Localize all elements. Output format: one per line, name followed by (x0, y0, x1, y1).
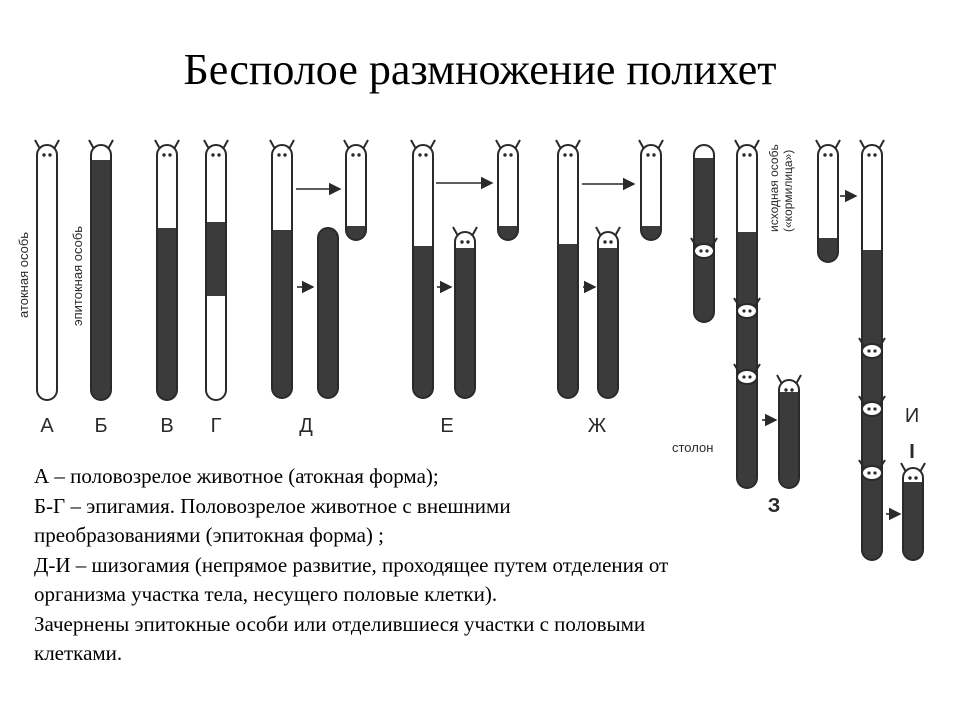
worm-ZH-bud-eye (646, 153, 649, 156)
worm-Z-bud (694, 145, 714, 322)
worm-I-head-3-bulb (862, 466, 882, 480)
worm-Z-stolon-dark-band (779, 392, 799, 488)
worm-A-antenna (35, 140, 40, 149)
worm-D-parent-antenna (270, 140, 275, 149)
label-D: Д (299, 415, 313, 437)
worm-ZH-stolon-antenna (615, 227, 620, 236)
worm-ZH-parent-eye (563, 153, 566, 156)
worm-ZH-parent-eye (569, 153, 572, 156)
worm-I-head-2-eye (867, 407, 870, 410)
worm-Z-stolon-antenna (796, 375, 801, 384)
worm-E-bud-antenna (496, 140, 501, 149)
worm-D-stolon (318, 228, 338, 398)
worm-I-bud-antenna (816, 140, 821, 149)
worm-D-parent (270, 140, 294, 398)
worm-E-parent-eye (424, 153, 427, 156)
worm-B-eye (102, 153, 105, 156)
worm-E-stolon-eye (460, 240, 463, 243)
side-label-atoke: атокная особь (16, 231, 31, 318)
worm-I-head-2-bulb (862, 402, 882, 416)
side-label-stolon: столон (672, 440, 714, 455)
label-Z: З (767, 495, 781, 517)
worm-ZH-parent-antenna (556, 140, 561, 149)
worm-E-bud (496, 140, 520, 240)
worm-E-parent-eye (418, 153, 421, 156)
worm-Z-main-antenna (735, 140, 740, 149)
worm-Z-head-1-eye (748, 309, 751, 312)
label-E: Е (440, 415, 454, 437)
worm-V (155, 140, 179, 400)
worm-E-parent-antenna (430, 140, 435, 149)
worm-I-bud-eye (823, 153, 826, 156)
worm-E-stolon-eye (466, 240, 469, 243)
worm-I-stolon-antenna (920, 463, 925, 472)
worm-I-bud-antenna (835, 140, 840, 149)
worm-E-bud-eye (509, 153, 512, 156)
worm-ZH-parent-dark-band (558, 244, 578, 398)
worm-V-dark-band (157, 228, 177, 400)
worm-G-antenna (223, 140, 228, 149)
worm-ZH-stolon (596, 227, 620, 398)
worm-I-main-antenna (879, 140, 884, 149)
worm-E-parent (411, 140, 435, 398)
slide-title: Бесполое размножение полихет (183, 45, 777, 94)
worm-D-bud-antenna (363, 140, 368, 149)
worm-D-bud-antenna (344, 140, 349, 149)
worm-I-head-1-eye (867, 349, 870, 352)
worm-ZH-bud-antenna (639, 140, 644, 149)
worm-Z-bud-head-eye (699, 249, 702, 252)
legend-line-4: Зачернены эпитокные особи или отделившиеся участки с половыми клетками. (34, 611, 646, 665)
worm-G (204, 140, 228, 400)
worm-ZH-stolon-eye (609, 240, 612, 243)
worm-D-bud-body (346, 145, 366, 240)
worm-Z-head-1-bulb (737, 304, 757, 318)
worm-I-main-eye (867, 153, 870, 156)
worm-Z-main-eye (742, 153, 745, 156)
worm-B (89, 140, 113, 400)
worm-E-parent-antenna (411, 140, 416, 149)
label-I-roman: I (909, 441, 915, 463)
worm-D-bud-eye (351, 153, 354, 156)
worm-Z-stolon-eye (790, 388, 793, 391)
worm-E-parent-dark-band (413, 246, 433, 398)
worm-A-body (37, 145, 57, 400)
worm-Z-head-2-bulb (737, 370, 757, 384)
worm-ZH-bud-antenna (658, 140, 663, 149)
worm-B-antenna (108, 140, 113, 149)
worm-E-bud-eye (503, 153, 506, 156)
side-label-epitoke: эпитокная особь (70, 225, 85, 326)
worm-V-antenna (174, 140, 179, 149)
worm-ZH-bud-eye (652, 153, 655, 156)
worm-G-eye (211, 153, 214, 156)
worm-ZH-stolon-eye (603, 240, 606, 243)
worm-Z-main-eye (748, 153, 751, 156)
worm-E-stolon-antenna (472, 227, 477, 236)
worm-E-stolon-antenna (453, 227, 458, 236)
worm-A-eye (48, 153, 51, 156)
worm-E-stolon (453, 227, 477, 398)
worm-I-head-3-eye (867, 471, 870, 474)
worm-G-eye (217, 153, 220, 156)
worm-D-parent-dark-band (272, 230, 292, 398)
worm-B-eye (96, 153, 99, 156)
worm-D-bud-eye (357, 153, 360, 156)
worm-E-bud-body (498, 145, 518, 240)
worm-V-eye (168, 153, 171, 156)
label-ZH: Ж (587, 415, 607, 437)
worm-I-stolon-eye (914, 476, 917, 479)
worm-I-main-antenna (860, 140, 865, 149)
worm-ZH-stolon-antenna (596, 227, 601, 236)
worm-ZH-parent-antenna (575, 140, 580, 149)
worm-B-antenna (89, 140, 94, 149)
worm-A (35, 140, 59, 400)
legend-line-3: Д-И – шизогамия (непрямое развитие, проходящее путем отделения от организма участка тела, несущего половые клетки). (34, 552, 669, 606)
worm-I-head-2-eye (873, 407, 876, 410)
legend (34, 462, 674, 669)
worm-ZH-stolon-dark-band (598, 248, 618, 398)
worm-D-stolon-dark-band (318, 228, 338, 398)
worm-I-stolon-dark-band (903, 482, 923, 560)
worm-E-stolon-dark-band (455, 248, 475, 398)
worm-Z-stolon-antenna (777, 375, 782, 384)
worm-B-dark-band (91, 160, 111, 400)
legend-line-2: Б-Г – эпигамия. Половозрелое животное с внешними преобразованиями (эпитокная форма) ; (34, 493, 511, 547)
worm-A-antenna (54, 140, 59, 149)
worm-Z-head-2-eye (748, 375, 751, 378)
worm-Z-bud-head-eye (705, 249, 708, 252)
worm-V-eye (162, 153, 165, 156)
worm-E-bud-antenna (515, 140, 520, 149)
worm-I-stolon (901, 463, 925, 560)
worm-A-eye (42, 153, 45, 156)
worm-I-stolon-antenna (901, 463, 906, 472)
side-label-source-1: исходная особь (767, 144, 781, 232)
worm-Z-head-2-eye (742, 375, 745, 378)
label-V: В (160, 415, 174, 437)
label-A: А (40, 415, 54, 437)
label-G: Г (210, 415, 222, 437)
worm-I-head-3-eye (873, 471, 876, 474)
worm-Z-bud-head-bulb (694, 244, 714, 258)
worm-Z-head-1-eye (742, 309, 745, 312)
legend-line-1: А – половозрелое животное (атокная форма); (34, 464, 439, 488)
worm-G-dark-band (206, 222, 226, 296)
worm-I-main-eye (873, 153, 876, 156)
worm-Z-stolon (777, 375, 801, 488)
worm-I-bud-eye (829, 153, 832, 156)
worm-ZH-bud (639, 140, 663, 240)
worm-Z-main-dark-band (737, 232, 757, 488)
label-B: Б (94, 415, 108, 437)
worm-Z-bud-dark-band (694, 158, 714, 322)
worm-ZH-bud-body (641, 145, 661, 240)
worm-V-antenna (155, 140, 160, 149)
worm-I-head-1-eye (873, 349, 876, 352)
worm-D-parent-antenna (289, 140, 294, 149)
worm-I-bud (816, 140, 840, 262)
side-label-source-2: («кормилица») (781, 149, 795, 232)
worm-I-stolon-eye (908, 476, 911, 479)
worm-ZH-parent (556, 140, 580, 398)
worm-D-bud (344, 140, 368, 240)
worm-Z-main-antenna (754, 140, 759, 149)
worm-D-parent-eye (277, 153, 280, 156)
worm-I-head-1-bulb (862, 344, 882, 358)
worm-Z-stolon-eye (784, 388, 787, 391)
label-I: И (904, 405, 920, 427)
worm-D-parent-eye (283, 153, 286, 156)
worm-G-antenna (204, 140, 209, 149)
